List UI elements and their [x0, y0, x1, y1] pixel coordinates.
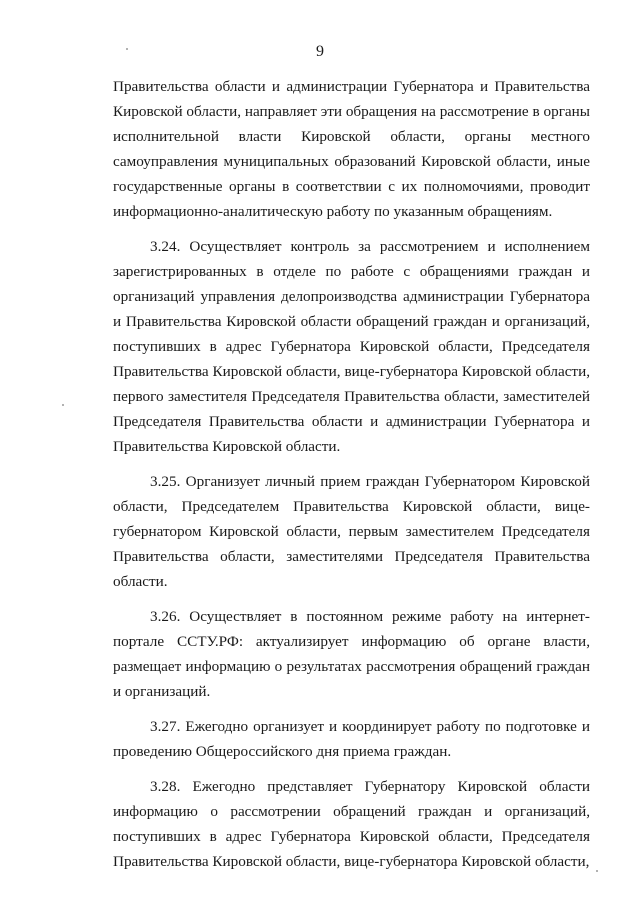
- paragraph-continuation: Правительства области и администрации Губернатора и Правительства Кировской области, направляет эти обращения на рассмотрение в органы исполнительной власти Кировской области, органы местного самоуправления муниципальных образований Кировской области, иные государственные органы в соответствии с их полномочиями, проводит информационно-аналитическую работу по указанным обращениям.: [113, 78, 590, 220]
- scan-speck: [596, 870, 598, 872]
- scan-speck: [62, 404, 64, 406]
- paragraph-3-28: 3.28. Ежегодно представляет Губернатору Кировской области информацию о рассмотрении обращений граждан и организаций, поступивших в адрес Губернатора Кировской области, Председателя Правительства Кировской области, вице-губернатора Кировской области,: [113, 778, 590, 870]
- scan-speck: [126, 48, 128, 50]
- page-number: 9: [316, 43, 324, 60]
- paragraph-3-25: 3.25. Организует личный прием граждан Губернатором Кировской области, Председателем Правительства Кировской области, вице-губернатором Кировской области, первым заместителем Председателя Правительства области, заместителями Председателя Правительства области.: [113, 473, 590, 590]
- paragraph-3-27: 3.27. Ежегодно организует и координирует работу по подготовке и проведению Общероссийского дня приема граждан.: [113, 718, 590, 760]
- paragraph-3-24: 3.24. Осуществляет контроль за рассмотрением и исполнением зарегистрированных в отделе по работе с обращениями граждан и организаций управления делопроизводства администрации Губернатора и Правительства Кировской области обращений граждан и организаций, поступивших в адрес Губернатора Кировской области, Председателя Правительства Кировской области, вице-губернатора Кировской области, первого заместителя Председателя Правительства области, заместителей Председателя Правительства области и администрации Губернатора и Правительства Кировской области.: [113, 238, 590, 455]
- document-body: [113, 74, 590, 884]
- paragraph-3-26: 3.26. Осуществляет в постоянном режиме работу на интернет-портале ССТУ.РФ: актуализирует информацию об органе власти, размещает информацию о результатах рассмотрения обращений граждан и организаций.: [113, 608, 590, 700]
